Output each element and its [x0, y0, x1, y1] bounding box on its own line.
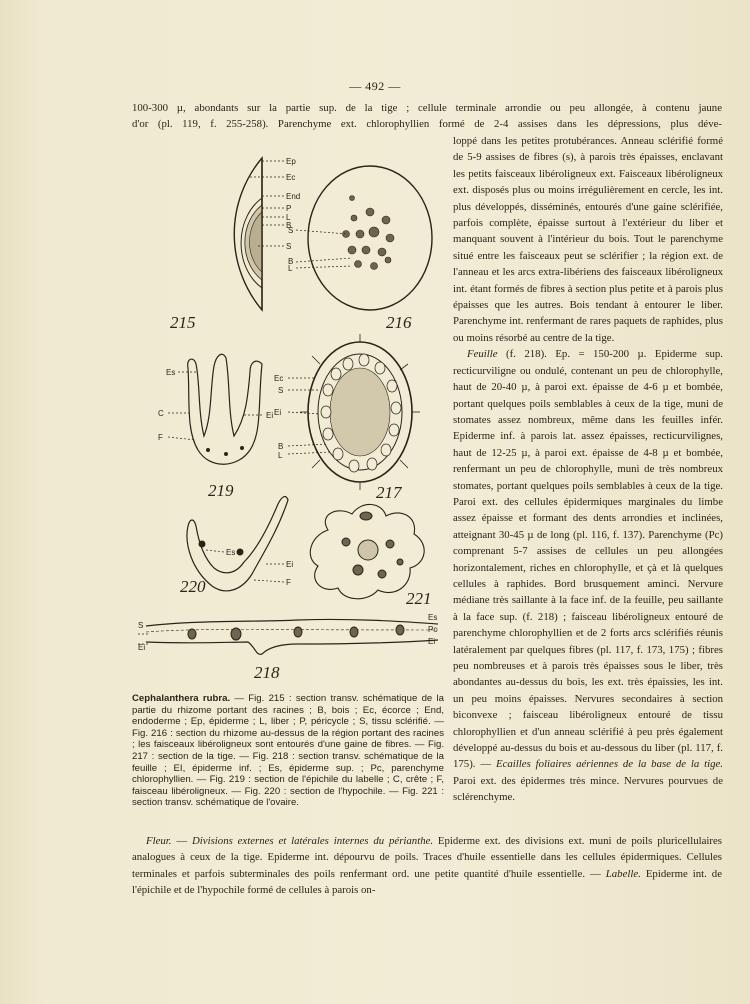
label-pc-218: Pc	[428, 625, 438, 634]
label-l-216: L	[288, 264, 293, 273]
figure-219	[168, 354, 264, 464]
leaf-paragraph	[453, 346, 723, 805]
figure-215	[234, 158, 284, 310]
fig-220-number: 220	[180, 577, 206, 596]
label-ec: Ec	[286, 173, 296, 182]
label-l: L	[286, 213, 291, 222]
fig-219-number: 219	[208, 481, 234, 500]
label-p: P	[286, 204, 292, 213]
label-ei-219: Ei	[266, 411, 274, 420]
label-s: S	[286, 242, 292, 251]
figure-plate	[138, 150, 438, 695]
fig-218-number: 218	[254, 663, 280, 682]
figure-221	[310, 504, 424, 598]
caption-text: — Fig. 215 : section transv. schématique de la partie du rhizome portant des racines ; B, bois ; Ec, écorce ; End, endoderme ; Ep, épiderme ; L, liber ; P, péricycle ; S, tissu sclérifié. — Fig. 216 : section du rhizome au-dessus de la région portant des racines ; les faisceaux libéroligneux sont entourés d'une gaine de fibres. — Fig. 217 : section de la tige. — Fig. 218 : section transv. schématique de la feuille ; EI, épiderme inf. ; Es, épiderme sup. ; Pc, parenchyme chlorophyllien. — Fig. 219 : section de l'épichile du labelle ; C, crête ; F, faisceau libéroligneux. — Fig. 220 : section de l'hypochile. — Fig. 221 : section transv. schématique de l'ovaire.	[132, 693, 444, 809]
flower-text	[132, 833, 722, 899]
figure-218	[138, 619, 438, 654]
botanical-figures-svg	[138, 150, 438, 690]
label-l-217: L	[278, 451, 283, 460]
label-ei-220: Ei	[286, 560, 294, 569]
figure-caption	[132, 693, 444, 809]
top-line-1: 100-300 µ, abondants sur la partie sup. de la tige ; cellule terminale arrondie ou peu allongée, à contenu jaune	[132, 102, 722, 114]
fig-217-number: 217	[376, 483, 402, 502]
label-s-218: S	[138, 621, 144, 630]
label-ep: Ep	[286, 157, 296, 166]
stem-paragraph: loppé dans les petites protubérances. Anneau sclérifié formé de 5-9 assises de fibres (s), à parois très épaisses, enclavant les petits faisceaux libéroligneux ext. Faisceaux libéroligneux ext. disposés plus ou moins irrégulièrement en cercle, les int. plus développés, disséminés, entourés d'une gaine sclérifiée, parfois complète, épaisse surtout à l'extérieur du liber et manquant souvent à l'intérieur du bois. Tout le parenchyme situé entre les faisceaux peut se sclérifier ; la région ext. de l'anneau et les arcs extra-libériens des faisceaux libéroligneux int. étant formés de fibres à section plus petite et à parois plus épaisses que les autres. Bois tendant à entourer le liber. Parenchyme int. renfermant de rares paquets de raphides, plus ou moins résorbé au centre de la tige.	[453, 135, 723, 344]
label-end: End	[286, 192, 301, 201]
fleur-dash: —	[171, 835, 192, 847]
label-ei-218-right: Ei	[428, 637, 436, 646]
fleur-heading: Fleur.	[146, 835, 172, 847]
label-s-216: S	[288, 226, 294, 235]
label-b-216: B	[288, 257, 294, 266]
caption-species: Cephalanthera rubra.	[132, 693, 231, 704]
flower-text-1: Epiderme ext. des divisions ext. muni de poils pluricellulaires analogues à ceux de la tige. Epiderme int. dépourvu de poils. Traces d'huile essentielle dans les cellules épidermiques. Cellules terminales et parfois subterminales des poils renfermant ord. une petite quantité d'huile essentielle. —	[132, 835, 722, 880]
fig-216-number: 216	[386, 313, 412, 332]
top-line-2: d'or (pl. 119, f. 255-258). Parenchyme ext. chlorophyllien formé de 2-4 assises dans les dépressions, plus déve-	[132, 118, 722, 131]
label-ei-218: Ei	[138, 643, 146, 652]
label-es-219: Es	[166, 368, 176, 377]
label-f-219: F	[158, 433, 163, 442]
label-es-218: Es	[428, 613, 438, 622]
label-ec-217: Ec	[274, 374, 284, 383]
label-b: B	[286, 221, 292, 230]
label-c-219: C	[158, 409, 164, 418]
fig-221-number: 221	[406, 589, 432, 608]
label-b-217: B	[278, 442, 284, 451]
label-es-220: Es	[226, 548, 236, 557]
page-number: — 492 —	[349, 79, 401, 93]
label-ei-217: Ei	[274, 408, 282, 417]
label-s-217: S	[278, 386, 284, 395]
leaf-text: (f. 218). Ep. = 150-200 µ. Epiderme sup. recticurviligne ou ondulé, contenant un peu de chlorophylle, haut de 20-40 µ, à paroi ext. épaisse de 4-6 µ et bombée, portant quelques poils semblables à ceux de la tige, muni de stomates assez nombreux, même dans les feuilles infér. Epiderme inf. à parois lat. assez épaisses, recticurvilignes, haut de 12-25 µ, à paroi ext. épaisse de 4-8 µ et bombée, renfermant un peu de chlorophylle, muni de très nombreux stomates, portant quelques poils semblables à ceux de la tige. Paroi ext. des cellules épidermiques marginales du limbe assez épaisse et formant des dents arrondies et inclinées, atteignant 30-45 µ de long (pl. 116, f. 137). Parenchyme (Pc) comprenant 5-7 assises de cellules un peu allongées horizontalement, riches en chlorophylle, et çà et là quelques cellules à raphides. Bord brusquement aminci. Nervure médiane très saillante à la face inf. de la feuille, peu saillante à la face sup. (f. 218) ; faisceau libéroligneux entouré de parenchyme chlorophyllien et de 2 forts arcs sclérifiés réunis latéralement par quelques fibres (pl. 117, f. 173, 175) ; fibres peu nombreuses et à parois très épaisses sous le liber, très abondantes au-dessus du bois, les ext. très épaissies, les int. un peu moins épaisses. Nervures secondaires à section biconvexe ; faisceau libéroligneux entouré de tissu chlorophyllien et d'un anneau sclérifié à peu près également développé au-dessus du bois et au-dessous du liber (pl. 117, f. 175). —	[453, 348, 723, 771]
figure-217	[288, 334, 420, 490]
fig-215-number: 215	[170, 313, 196, 332]
flower-paragraph	[132, 833, 722, 899]
ecailles-heading: Ecailles foliaires aériennes de la base de la tige.	[496, 758, 724, 771]
scale-text: Paroi ext. des épidermes très mince. Nervures pourvues de sclérenchyme.	[453, 774, 723, 804]
labelle-heading: Labelle.	[605, 867, 641, 880]
top-text-block	[132, 100, 722, 133]
divisions-heading: Divisions externes et latérales internes du périanthe.	[192, 835, 434, 847]
feuille-heading: Feuille	[467, 348, 498, 361]
right-column-text	[453, 133, 723, 806]
label-f-220: F	[286, 578, 291, 587]
figure-216	[296, 166, 432, 310]
flower-text-2: Epiderme int. de l'épichile et de l'hypochile formé de cellules à parois on-	[132, 867, 723, 897]
